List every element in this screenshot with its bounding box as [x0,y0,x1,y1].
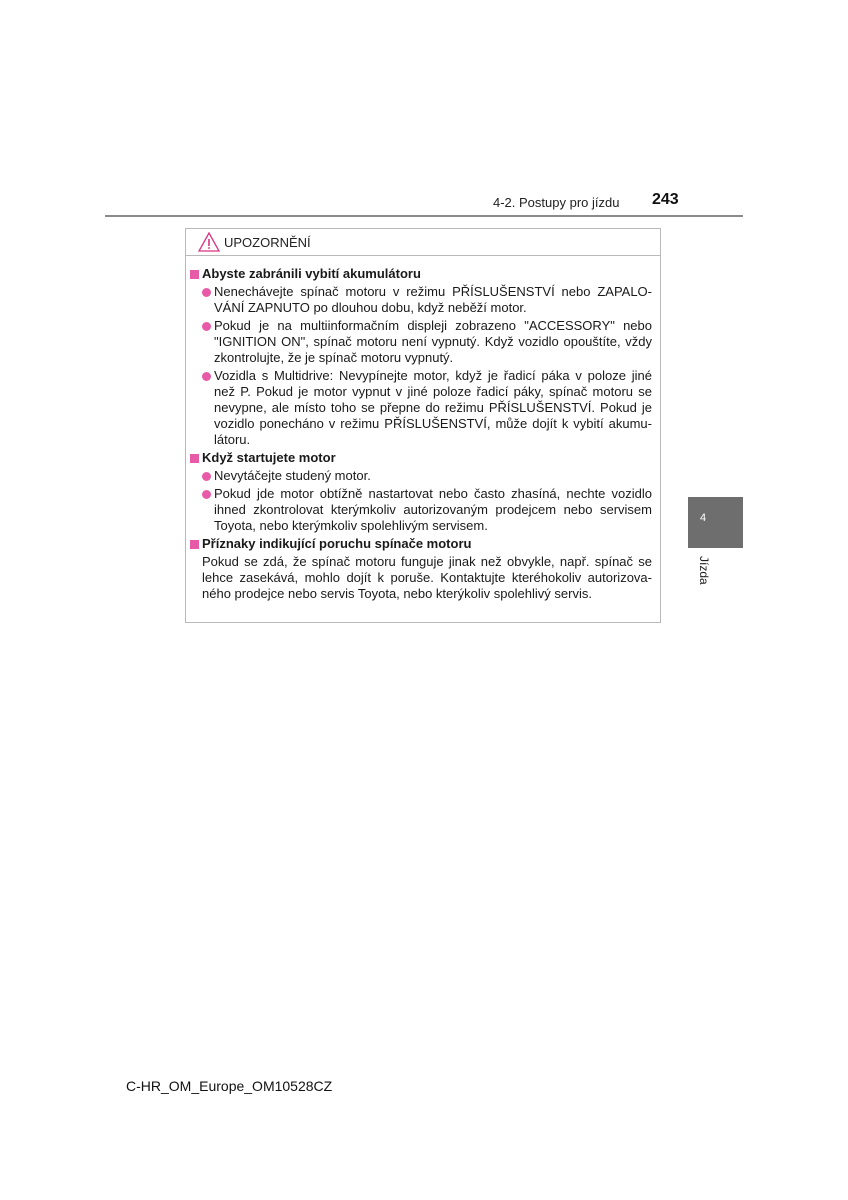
warning-triangle-icon [198,232,220,252]
section-heading [190,266,652,282]
dot-bullet-icon [202,490,211,499]
bullet-item [190,486,652,534]
heading-text: Když startujete motor [202,450,336,465]
warning-title: UPOZORNĚNÍ [224,234,311,250]
section-malfunction [190,536,652,602]
square-bullet-icon [190,270,199,279]
section-starting [190,450,652,534]
warning-header [186,229,660,256]
section-battery [190,266,652,448]
bullet-text: Vozidla s Multidrive: Nevypínejte motor, když je řadicí páka v poloze jiné než P. Pokud je motor vypnut v jiné poloze řadicí páky, spínač motoru se nevypne, ale místo toho se přepne do režimu PŘÍSLUŠENSTVÍ. Pokud je vozidlo ponecháno v režimu PŘÍSLUŠENSTVÍ, může dojít k vybití akumu-látoru. [214,368,652,447]
paragraph: Pokud se zdá, že spínač motoru funguje jinak než obvykle, např. spínač se lehce zasekává, mohlo dojít k poruše. Kontaktujte kteréhokoliv autorizova-ného prodejce nebo servis Toyota, nebo kterýkoliv spolehlivý servis. [202,554,652,601]
bullet-item [190,284,652,316]
page-number: 243 [652,191,679,208]
heading-text: Abyste zabránili vybití akumulátoru [202,266,421,281]
chapter-tab [688,497,743,548]
bullet-text: Nevytáčejte studený motor. [214,468,371,483]
dot-bullet-icon [202,372,211,381]
chapter-label: Jízda [697,556,711,585]
dot-bullet-icon [202,322,211,331]
section-heading [190,536,652,552]
dot-bullet-icon [202,472,211,481]
bullet-text: Nenechávejte spínač motoru v režimu PŘÍSLUŠENSTVÍ nebo ZAPALO-VÁNÍ ZAPNUTO po dlouhou dobu, když neběží motor. [214,284,652,315]
bullet-item [190,468,652,484]
warning-box [185,228,661,623]
bullet-item [190,318,652,366]
section-title: 4-2. Postupy pro jízdu [493,195,620,210]
square-bullet-icon [190,540,199,549]
footer-code: C-HR_OM_Europe_OM10528CZ [126,1078,333,1094]
dot-bullet-icon [202,288,211,297]
bullet-text: Pokud jde motor obtížně nastartovat nebo často zhasíná, nechte vozidlo ihned zkontrolovat kterýmkoliv autorizovaným prodejcem nebo servisem Toyota, nebo kterýmkoliv spolehlivým servisem. [214,486,652,533]
warning-body [186,256,660,602]
bullet-item [190,368,652,448]
square-bullet-icon [190,454,199,463]
bullet-text: Pokud je na multiinformačním displeji zobrazeno "ACCESSORY" nebo "IGNITION ON", spínač motoru není vypnutý. Když vozidlo opouštíte, vždy zkontrolujte, že je spínač motoru vypnutý. [214,318,652,365]
heading-text: Příznaky indikující poruchu spínače motoru [202,536,472,551]
header-divider [105,215,743,217]
chapter-number: 4 [700,512,707,524]
section-heading [190,450,652,466]
